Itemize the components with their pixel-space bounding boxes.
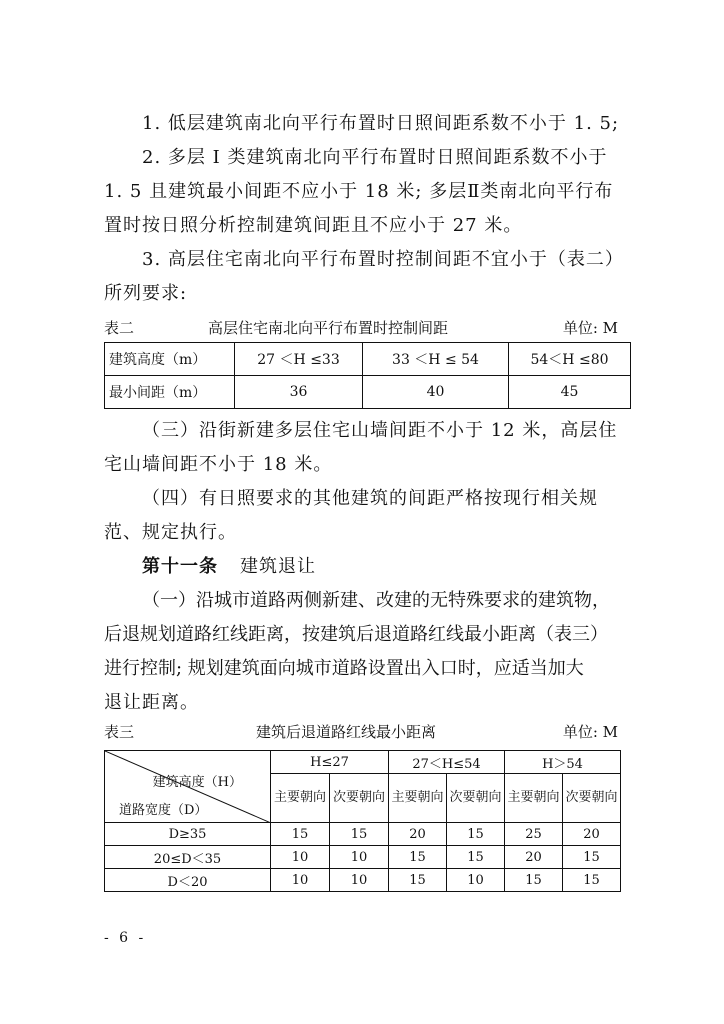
diagonal-header <box>105 751 271 823</box>
setback-line-3: 进行控制; 规划建筑面向城市道路设置出入口时，应适当加大 <box>104 658 584 679</box>
rule-4-title-line-2: 范、规定执行。 <box>104 522 237 543</box>
table3-title: 建筑后退道路红线最小距离 <box>256 723 437 741</box>
rule-2-line-3: 置时按日照分析控制建筑间距且不应小于 27 米。 <box>104 215 523 236</box>
table-cell: 20 <box>505 846 563 869</box>
row-label: 20≤D＜35 <box>105 846 271 869</box>
table-row <box>105 751 621 774</box>
spacing-rules <box>104 414 622 720</box>
rule-4-title-line-1: （四）有日照要求的其他建筑的间距严格按现行相关规 <box>142 488 598 509</box>
table-cell: 10 <box>271 869 330 892</box>
rule-3-line-1: 3. 高层住宅南北向平行布置时控制间距不宜小于（表二） <box>142 249 624 270</box>
table2-unit: 单位: M <box>562 319 618 337</box>
table-row <box>105 343 631 376</box>
table3-unit: 单位: M <box>562 723 618 741</box>
table-row <box>105 846 621 869</box>
daylight-rules <box>104 107 622 311</box>
table-cell: 10 <box>271 846 330 869</box>
table-cell: 54＜H ≤80 <box>509 343 631 376</box>
table3-label: 表三 <box>104 723 135 741</box>
table-cell: 15 <box>563 846 621 869</box>
table3 <box>104 750 621 892</box>
article-heading <box>104 550 622 584</box>
table3-caption <box>104 720 618 744</box>
table-cell: 40 <box>363 376 509 409</box>
table-cell: 10 <box>330 869 389 892</box>
table-cell: 15 <box>563 869 621 892</box>
rule-2-line-2: 1. 5 且建筑最小间距不应小于 18 米; 多层Ⅱ类南北向平行布 <box>104 181 614 202</box>
table-cell: 10 <box>447 869 505 892</box>
table-row <box>105 376 631 409</box>
group-header: H＞54 <box>505 751 621 774</box>
page-number: - 6 - <box>104 930 147 946</box>
table2-caption <box>104 316 618 340</box>
secondary-orientation-header: 次要朝向 <box>330 774 389 823</box>
table-cell: 建筑高度（m） <box>105 343 235 376</box>
secondary-orientation-header: 次要朝向 <box>563 774 621 823</box>
group-header: H≤27 <box>271 751 389 774</box>
rule-3-title-line-1: （三）沿街新建多层住宅山墙间距不小于 12 米，高层住 <box>142 420 618 441</box>
main-orientation-header: 主要朝向 <box>505 774 563 823</box>
table2-label: 表二 <box>104 319 135 337</box>
table-cell: 27 ＜H ≤33 <box>235 343 363 376</box>
table2 <box>104 342 631 409</box>
table-cell: 36 <box>235 376 363 409</box>
rule-3-title-line-2: 宅山墙间距不小于 18 米。 <box>104 454 333 475</box>
group-header: 27＜H≤54 <box>389 751 505 774</box>
table-cell: 15 <box>505 869 563 892</box>
rule-3-line-2: 所列要求: <box>104 283 188 304</box>
setback-line-1: （一）沿城市道路两侧新建、改建的无特殊要求的建筑物， <box>142 590 610 611</box>
main-orientation-header: 主要朝向 <box>271 774 330 823</box>
row-label: D＜20 <box>105 869 271 892</box>
rule-2-line-1: 2. 多层 I 类建筑南北向平行布置时日照间距系数不小于 <box>142 147 608 168</box>
table-cell: 20 <box>389 823 447 846</box>
table-cell: 最小间距（m） <box>105 376 235 409</box>
table-cell: 15 <box>389 846 447 869</box>
article-title: 建筑退让 <box>240 556 316 577</box>
article-number: 第十一条 <box>142 556 218 577</box>
table-cell: 15 <box>447 846 505 869</box>
table-cell: 20 <box>563 823 621 846</box>
secondary-orientation-header: 次要朝向 <box>447 774 505 823</box>
setback-line-2: 后退规划道路红线距离，按建筑后退道路红线最小距离（表三） <box>104 624 608 645</box>
setback-line-4: 退让距离。 <box>104 692 199 713</box>
table-row <box>105 869 621 892</box>
table-row <box>105 823 621 846</box>
row-label: D≥35 <box>105 823 271 846</box>
height-axis-label: 建筑高度（H） <box>152 775 242 790</box>
table-cell: 45 <box>509 376 631 409</box>
table-cell: 15 <box>389 869 447 892</box>
main-orientation-header: 主要朝向 <box>389 774 447 823</box>
table2-title: 高层住宅南北向平行布置时控制间距 <box>208 319 449 337</box>
road-width-axis-label: 道路宽度（D） <box>119 803 208 818</box>
table-cell: 15 <box>330 823 389 846</box>
table-cell: 15 <box>271 823 330 846</box>
table-cell: 25 <box>505 823 563 846</box>
rule-1: 1. 低层建筑南北向平行布置时日照间距系数不小于 1. 5; <box>142 113 620 134</box>
table-cell: 33 ＜H ≤ 54 <box>363 343 509 376</box>
table-cell: 15 <box>447 823 505 846</box>
table-cell: 10 <box>330 846 389 869</box>
